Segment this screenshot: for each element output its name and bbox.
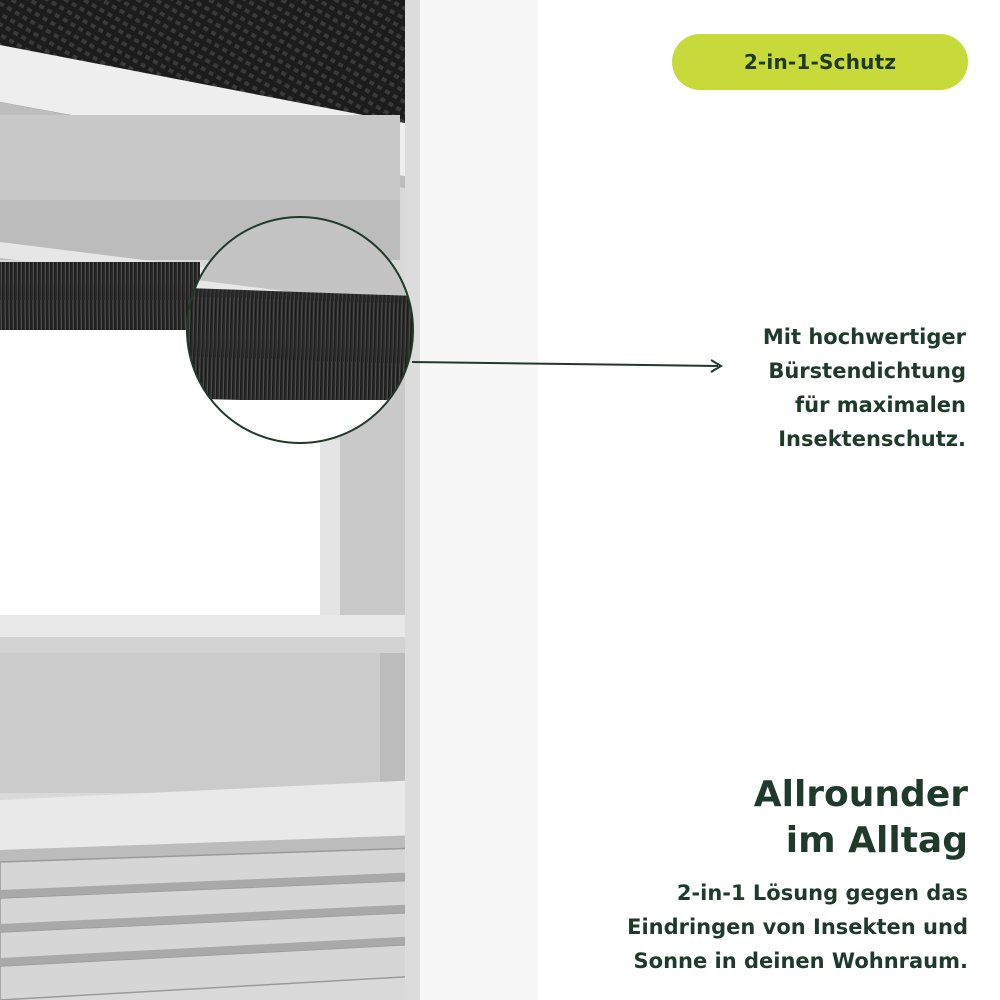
callout-line: Mit hochwertiger bbox=[762, 325, 966, 349]
description-line: 2-in-1 Lösung gegen das bbox=[676, 881, 968, 905]
description-line: Sonne in deinen Wohnraum. bbox=[633, 949, 968, 973]
feature-badge bbox=[672, 34, 968, 90]
callout-line: Insektenschutz. bbox=[778, 427, 966, 451]
description bbox=[627, 876, 968, 978]
callout-line: Bürstendichtung bbox=[768, 359, 966, 383]
headline-line: im Alltag bbox=[785, 820, 968, 861]
feature-badge-label: 2-in-1-Schutz bbox=[743, 50, 897, 74]
brush-seal-callout bbox=[686, 320, 966, 456]
description-line: Eindringen von Insekten und bbox=[627, 915, 968, 939]
headline bbox=[754, 772, 968, 864]
headline-line: Allrounder bbox=[753, 774, 968, 815]
callout-line: für maximalen bbox=[795, 393, 966, 417]
